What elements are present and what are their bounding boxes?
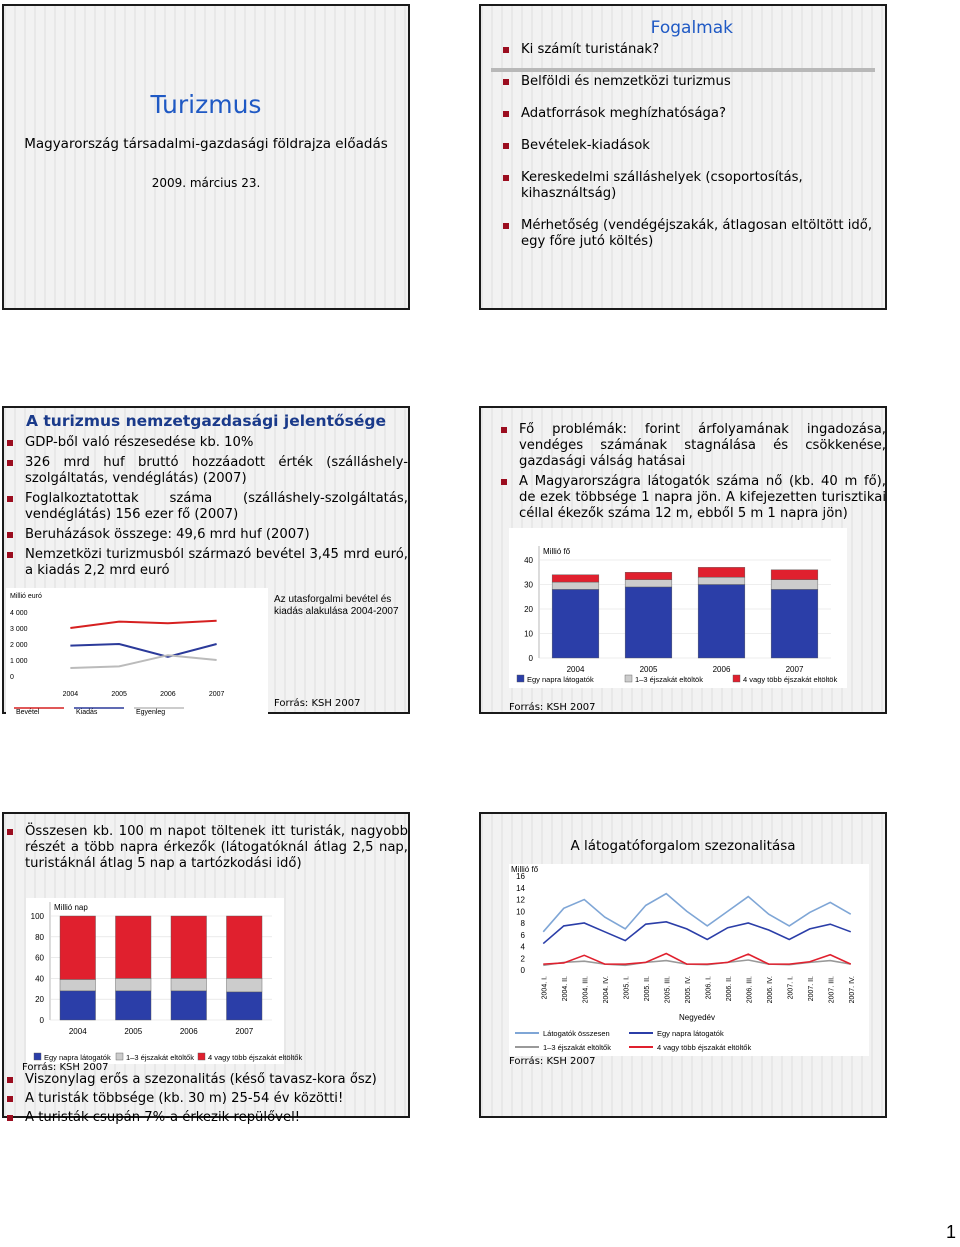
list-item: Mérhetőség (vendégéjszakák, átlagosan eltöltött idő, egy főre jutó költés) (503, 218, 873, 250)
chart-caption: Az utasforgalmi bevétel és kiadás alakulása 2004-2007 (274, 594, 399, 617)
tick-label: 20 (35, 995, 44, 1005)
tick-label: 2007 (235, 1027, 254, 1036)
problems-list (501, 422, 886, 522)
bar-segment (115, 978, 151, 990)
tick-label: 8 (520, 919, 525, 928)
legend-label: Egy napra látogatók (44, 1053, 111, 1062)
list-item: Kereskedelmi szálláshelyek (csoportosítás, kihasználtság) (503, 170, 873, 202)
tick-label: 30 (524, 580, 533, 590)
tick-label: 2006. I. (705, 976, 713, 1000)
legend-label: Bevétel (16, 709, 40, 716)
list-item: A turisták többsége (kb. 30 m) 25-54 év közötti! (7, 1091, 408, 1107)
legend-label: Kiadás (76, 709, 98, 716)
list-item: Viszonylag erős a szezonalitás (késő tavasz-kora ősz) (7, 1072, 408, 1088)
tick-label: 2004 (62, 691, 79, 698)
legend-label: 4 vagy több éjszakát eltöltök (743, 675, 838, 684)
days-chart (26, 898, 303, 1064)
bar-segment (771, 580, 818, 590)
bar-segment (60, 916, 96, 979)
legend-label: Egyenleg (136, 709, 166, 716)
list-item: Összesen kb. 100 m napot töltenek itt turisták, nagyobb részét a több napra érkezők (látogatóknál átlag 2,5 nap, turistáknál átlag 5 nap a tartózkodási idő) (7, 824, 408, 872)
slide-days (2, 812, 410, 1125)
slide-seasonality-title: A látogatóforgalom szezonalitása (570, 838, 796, 854)
tick-label: 2007 (208, 691, 225, 698)
economy-list (7, 435, 408, 579)
tick-label: 80 (35, 932, 44, 942)
tick-label: 40 (524, 556, 533, 565)
legend-label: 1–3 éjszakát eltöltők (543, 1043, 611, 1052)
page-number: 1 (945, 1222, 956, 1242)
legend-swatch (116, 1053, 123, 1060)
revenue-expense-chart (6, 588, 268, 716)
series-line (70, 621, 216, 628)
tick-label: 2007. III. (828, 976, 836, 1004)
axis-label: Negyedév (678, 1013, 716, 1022)
tick-label: 60 (35, 953, 44, 963)
series-line (70, 644, 216, 657)
tick-label: 100 (30, 912, 44, 921)
bar-segment (625, 572, 672, 579)
slide-title-date: 2009. március 23. (151, 176, 261, 190)
tick-label: 2004. I. (541, 976, 549, 1000)
slide-economy-title: A turizmus nemzetgazdasági jelentősége (26, 412, 386, 430)
tick-label: 2006. III. (746, 976, 754, 1004)
axis-label: Millió fő (543, 547, 571, 556)
bar-segment (552, 582, 599, 589)
tick-label: 0 (520, 966, 525, 975)
tick-label: 2004. II. (561, 976, 569, 1002)
source-note: Forrás: KSH 2007 (22, 1062, 109, 1073)
concepts-list (503, 42, 873, 250)
list-item: Adatforrások meghízhatósága? (503, 106, 873, 122)
legend-swatch (198, 1053, 205, 1060)
tick-label: 20 (524, 605, 533, 614)
tick-label: 2004 (566, 665, 585, 674)
bar-segment (226, 978, 262, 992)
source-note: Forrás: KSH 2007 (509, 1056, 596, 1067)
bar-segment (698, 567, 745, 577)
tick-label: 0 (10, 674, 14, 681)
tick-label: 2005 (124, 1027, 143, 1036)
tick-label: 2007 (785, 665, 804, 674)
axis-label: Millió euró (10, 593, 42, 600)
bar-segment (698, 585, 745, 659)
bar-segment (771, 589, 818, 658)
tick-label: 2 000 (10, 642, 28, 649)
legend-swatch (733, 675, 740, 682)
list-item: Bevételek-kiadások (503, 138, 873, 154)
list-item: Nemzetközi turizmusból származó bevétel 3,45 mrd euró, a kiadás 2,2 mrd euró (7, 547, 408, 579)
slide-economy (2, 406, 410, 714)
legend-label: Látogatók összesen (543, 1029, 610, 1038)
bar-segment (171, 916, 207, 978)
visitors-chart (509, 528, 847, 688)
bar-segment (698, 577, 745, 584)
legend-swatch (517, 675, 524, 682)
tick-label: 12 (516, 895, 525, 905)
series-line (70, 655, 216, 668)
legend-swatch (34, 1053, 41, 1060)
bar-segment (771, 570, 818, 580)
list-item: 326 mrd huf bruttó hozzáadott érték (szálláshely-szolgáltatás, vendéglátás) (2007) (7, 455, 408, 487)
list-item: A turisták csupán 7%-a érkezik repülővel! (7, 1110, 408, 1126)
tick-label: 0 (39, 1016, 44, 1025)
seasonality-list (7, 1072, 408, 1126)
legend-label: Egy napra látogatók (657, 1029, 724, 1038)
slide-concepts (479, 4, 887, 310)
tick-label: 16 (516, 872, 525, 881)
list-item: Foglalkoztatottak száma (szálláshely-szolgáltatás, vendéglátás) 156 ezer fő (2007) (7, 491, 408, 523)
bar-segment (171, 991, 207, 1020)
tick-label: 10 (516, 907, 525, 917)
legend-label: 4 vagy több éjszakát eltöltők (208, 1053, 303, 1062)
bar-segment (625, 587, 672, 658)
list-item: Fő problémák: forint árfolyamának ingadozása, vendéges számának stagnálása és csökkenése, gazdasági válság hatásai (501, 422, 886, 470)
list-item: GDP-ből való részesedése kb. 10% (7, 435, 408, 451)
tick-label: 3 000 (10, 626, 28, 633)
tick-label: 2 (520, 954, 525, 964)
tick-label: 2004. III. (582, 976, 590, 1004)
tick-label: 40 (35, 974, 44, 984)
legend-swatch (625, 675, 632, 682)
tick-label: 2005. III. (664, 976, 672, 1004)
list-item: Ki számít turistának? (503, 42, 873, 58)
tick-label: 2007. I. (787, 976, 795, 1000)
legend-label: 1–3 éjszakát eltöltők (126, 1053, 194, 1062)
tick-label: 2005. II. (643, 976, 651, 1002)
tick-label: 2005. I. (623, 976, 631, 1000)
tick-label: 2007. IV. (848, 976, 856, 1004)
axis-label: Millió nap (54, 903, 88, 912)
bar-segment (60, 991, 96, 1020)
tick-label: 2007. II. (807, 976, 815, 1002)
tick-label: 2004 (68, 1027, 87, 1036)
series-line (543, 894, 851, 932)
tick-label: 10 (524, 629, 533, 639)
slide-problems (479, 406, 887, 714)
source-note: Forrás: KSH 2007 (509, 702, 596, 713)
bar-segment (226, 916, 262, 978)
tick-label: 2005 (639, 665, 658, 674)
list-item: Belföldi és nemzetközi turizmus (503, 74, 873, 90)
tick-label: 6 (520, 930, 525, 940)
tick-label: 2005 (111, 691, 127, 698)
slide-seasonality (479, 812, 887, 1118)
tick-label: 2006. IV. (766, 976, 774, 1004)
source-note: Forrás: KSH 2007 (274, 698, 361, 709)
seasonality-chart (509, 864, 869, 1056)
tick-label: 1 000 (10, 658, 28, 665)
bar-segment (552, 575, 599, 582)
tick-label: 2006 (160, 691, 176, 698)
slide-title (2, 4, 410, 310)
slide-title-heading: Turizmus (150, 90, 262, 119)
legend-label: 4 vagy több éjszakát eltöltők (657, 1043, 752, 1052)
axis-label: Millió fő (511, 865, 539, 874)
tick-label: 4 (520, 942, 525, 952)
slide-title-subtitle: Magyarország társadalmi-gazdasági földrajza előadás (24, 136, 388, 152)
list-item: Beruházások összege: 49,6 mrd huf (2007) (7, 527, 408, 543)
tick-label: 2006. II. (725, 976, 733, 1002)
bar-segment (171, 978, 207, 990)
tick-label: 0 (528, 654, 533, 663)
tick-label: 4 000 (10, 610, 28, 617)
list-item: A Magyarországra látogatók száma nő (kb. 40 m fő), de ezek többsége 1 napra jön. A kifejezetten turisztikai céllal ékezők száma 12 m, ebből 5 m 1 napra jön) (501, 474, 886, 522)
bar-segment (115, 916, 151, 978)
tick-label: 2004. IV. (602, 976, 610, 1004)
days-text (7, 824, 408, 872)
slide-concepts-title: Fogalmak (650, 18, 733, 38)
series-line (543, 922, 851, 944)
tick-label: 2005. IV. (684, 976, 692, 1004)
tick-label: 14 (516, 883, 525, 893)
legend-label: Egy napra látogatók (527, 675, 594, 684)
bar-segment (552, 589, 599, 658)
bar-segment (226, 992, 262, 1020)
bar-segment (115, 991, 151, 1020)
tick-label: 2006 (712, 665, 731, 674)
tick-label: 2006 (179, 1027, 198, 1036)
legend-label: 1–3 éjszakát eltöltök (635, 675, 703, 684)
bar-segment (625, 580, 672, 587)
bar-segment (60, 979, 96, 990)
